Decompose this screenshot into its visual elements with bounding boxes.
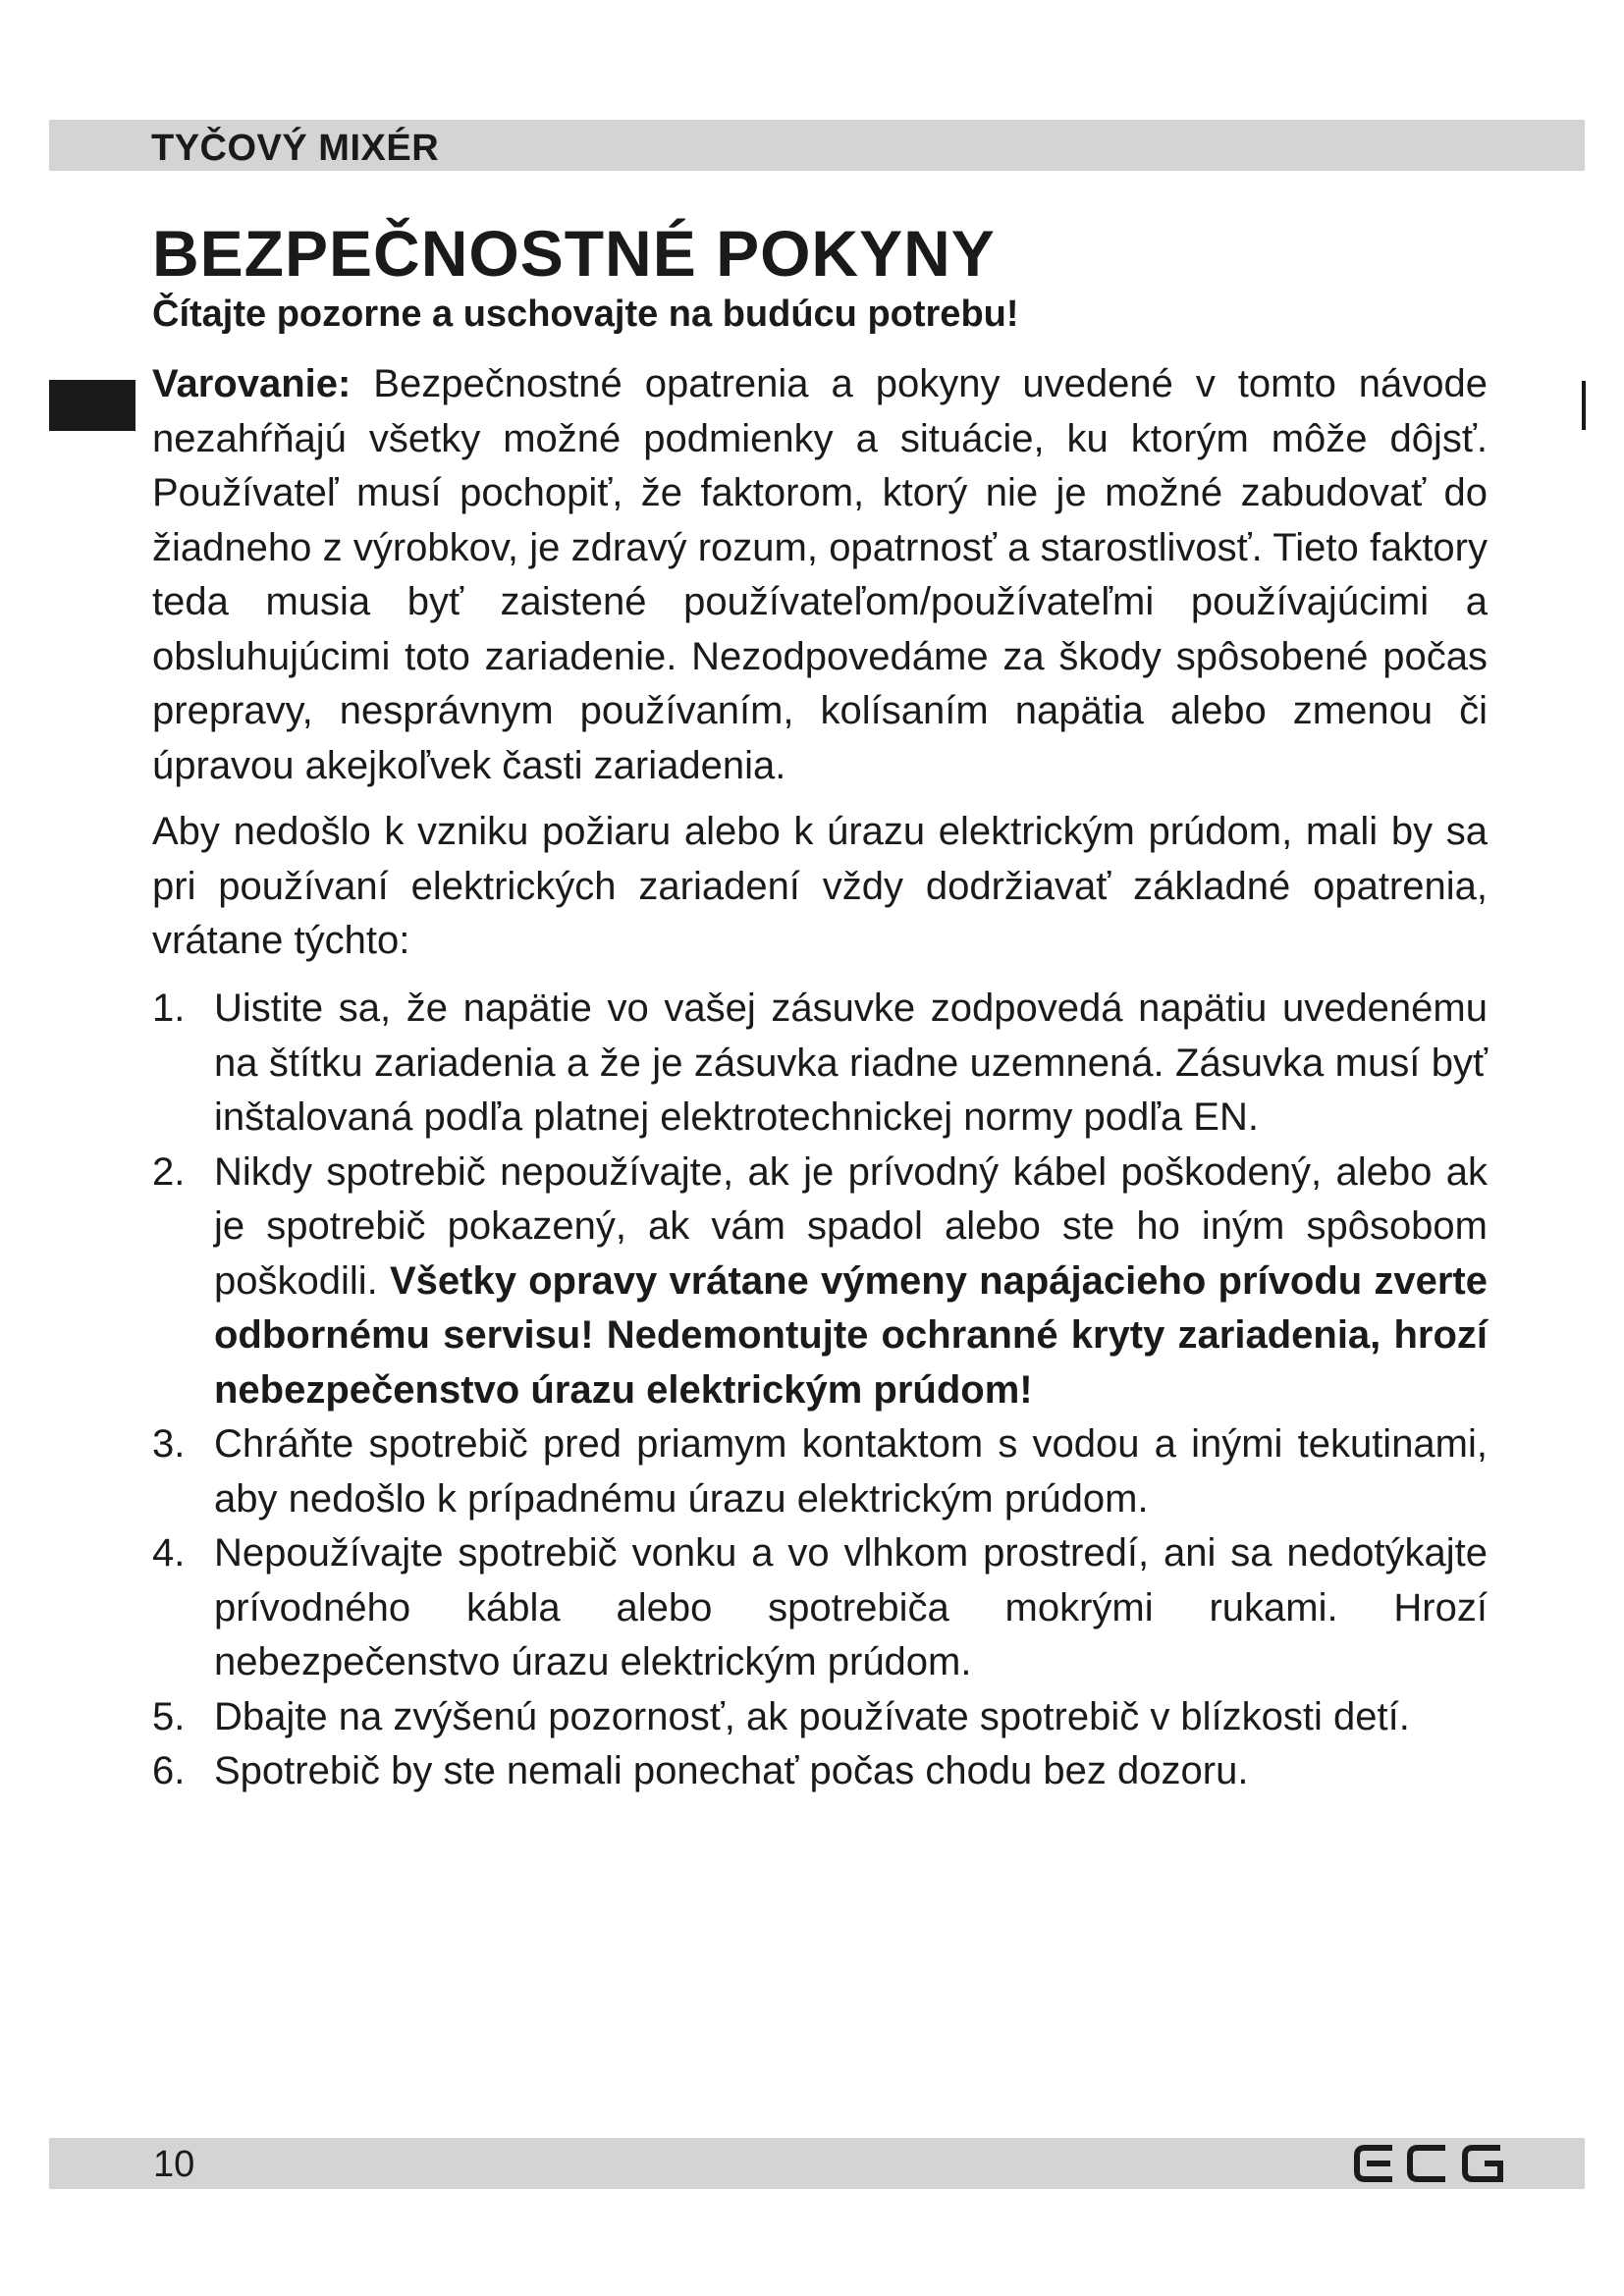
- list-item-text: Spotrebič by ste nemali ponechať počas chodu bez dozoru.: [214, 1749, 1249, 1792]
- list-item-text: Nikdy spotrebič nepoužívajte, ak je prívodný kábel poškodený, alebo ak je spotrebič pokazený, ak vám spadol alebo ste ho iným spôsobom poškodili.: [214, 1149, 1488, 1303]
- list-item-number: 1.: [152, 987, 186, 1030]
- warning-label: Varovanie:: [152, 362, 352, 405]
- ecg-logo-icon: [1353, 2142, 1510, 2185]
- intro-paragraph: Aby nedošlo k vzniku požiaru alebo k úrazu elektrickým prúdom, mali by sa pri používaní elektrických zariadení vždy dodržiavať základné opatrenia, vrátane týchto:: [152, 810, 1488, 962]
- list-item: [152, 1146, 1488, 1418]
- list-item-number: 6.: [152, 1749, 186, 1792]
- list-item: [152, 1526, 1488, 1690]
- list-item: [152, 982, 1488, 1146]
- list-item-text: Uistite sa, že napätie vo vašej zásuvke zodpovedá napätiu uvedenému na štítku zariadenia a že je zásuvka riadne uzemnená. Zásuvka musí byť inštalovaná podľa platnej elektrotechnickej normy podľa EN.: [214, 987, 1488, 1139]
- header-bar: [49, 120, 1585, 171]
- list-item-number: 2.: [152, 1149, 186, 1194]
- warning-text: Bezpečnostné opatrenia a pokyny uvedené v tomto návode nezahŕňajú všetky možné podmienky a situácie, ku ktorým môže dôjsť. Používateľ musí pochopiť, že faktorom, ktorý nie je možné zabudovať do žiadneho z výrobkov, je zdravý rozum, opatrnosť a starostlivosť. Tieto faktory teda musia byť zaistené používateľom/používateľmi používajúcimi a obsluhujúcimi toto zariadenie. Nezodpovedáme za škody spôsobené počas prepravy, nesprávnym používaním, kolísaním napätia alebo zmenou či úpravou akejkoľvek časti zariadenia.: [152, 362, 1488, 787]
- warning-paragraph: [152, 357, 1488, 793]
- edge-marker: [1582, 381, 1586, 430]
- list-item-number: 5.: [152, 1694, 186, 1738]
- page-title: BEZPEČNOSTNÉ POKYNY: [152, 217, 996, 290]
- list-item-number: 4.: [152, 1531, 186, 1575]
- header-title: TYČOVÝ MIXÉR: [151, 128, 440, 169]
- safety-list: [152, 982, 1488, 1799]
- list-item-bold-text: Všetky opravy vrátane výmeny napájacieho prívodu zverte odbornému servisu! Nedemontujte ochranné kryty zariadenia, hrozí nebezpečenstvo úrazu elektrickým prúdom!: [214, 1258, 1488, 1412]
- list-item-text: Dbajte na zvýšenú pozornosť, ak používate spotrebič v blízkosti detí.: [214, 1694, 1410, 1738]
- page-number: 10: [153, 2144, 195, 2185]
- footer-bar: [49, 2138, 1585, 2189]
- list-item: [152, 1690, 1488, 1745]
- language-tab-marker: [49, 380, 135, 431]
- list-item: [152, 1417, 1488, 1526]
- list-item-text: Nepoužívajte spotrebič vonku a vo vlhkom prostredí, ani sa nedotýkajte prívodného kábla alebo spotrebiča mokrými rukami. Hrozí nebezpečenstvo úrazu elektrickým prúdom.: [214, 1531, 1488, 1683]
- subtitle: Čítajte pozorne a uschovajte na budúcu potrebu!: [152, 294, 1019, 335]
- list-item: [152, 1744, 1488, 1799]
- list-item-text: Chráňte spotrebič pred priamym kontaktom s vodou a inými tekutinami, aby nedošlo k prípadnému úrazu elektrickým prúdom.: [214, 1422, 1488, 1521]
- list-item-number: 3.: [152, 1422, 186, 1466]
